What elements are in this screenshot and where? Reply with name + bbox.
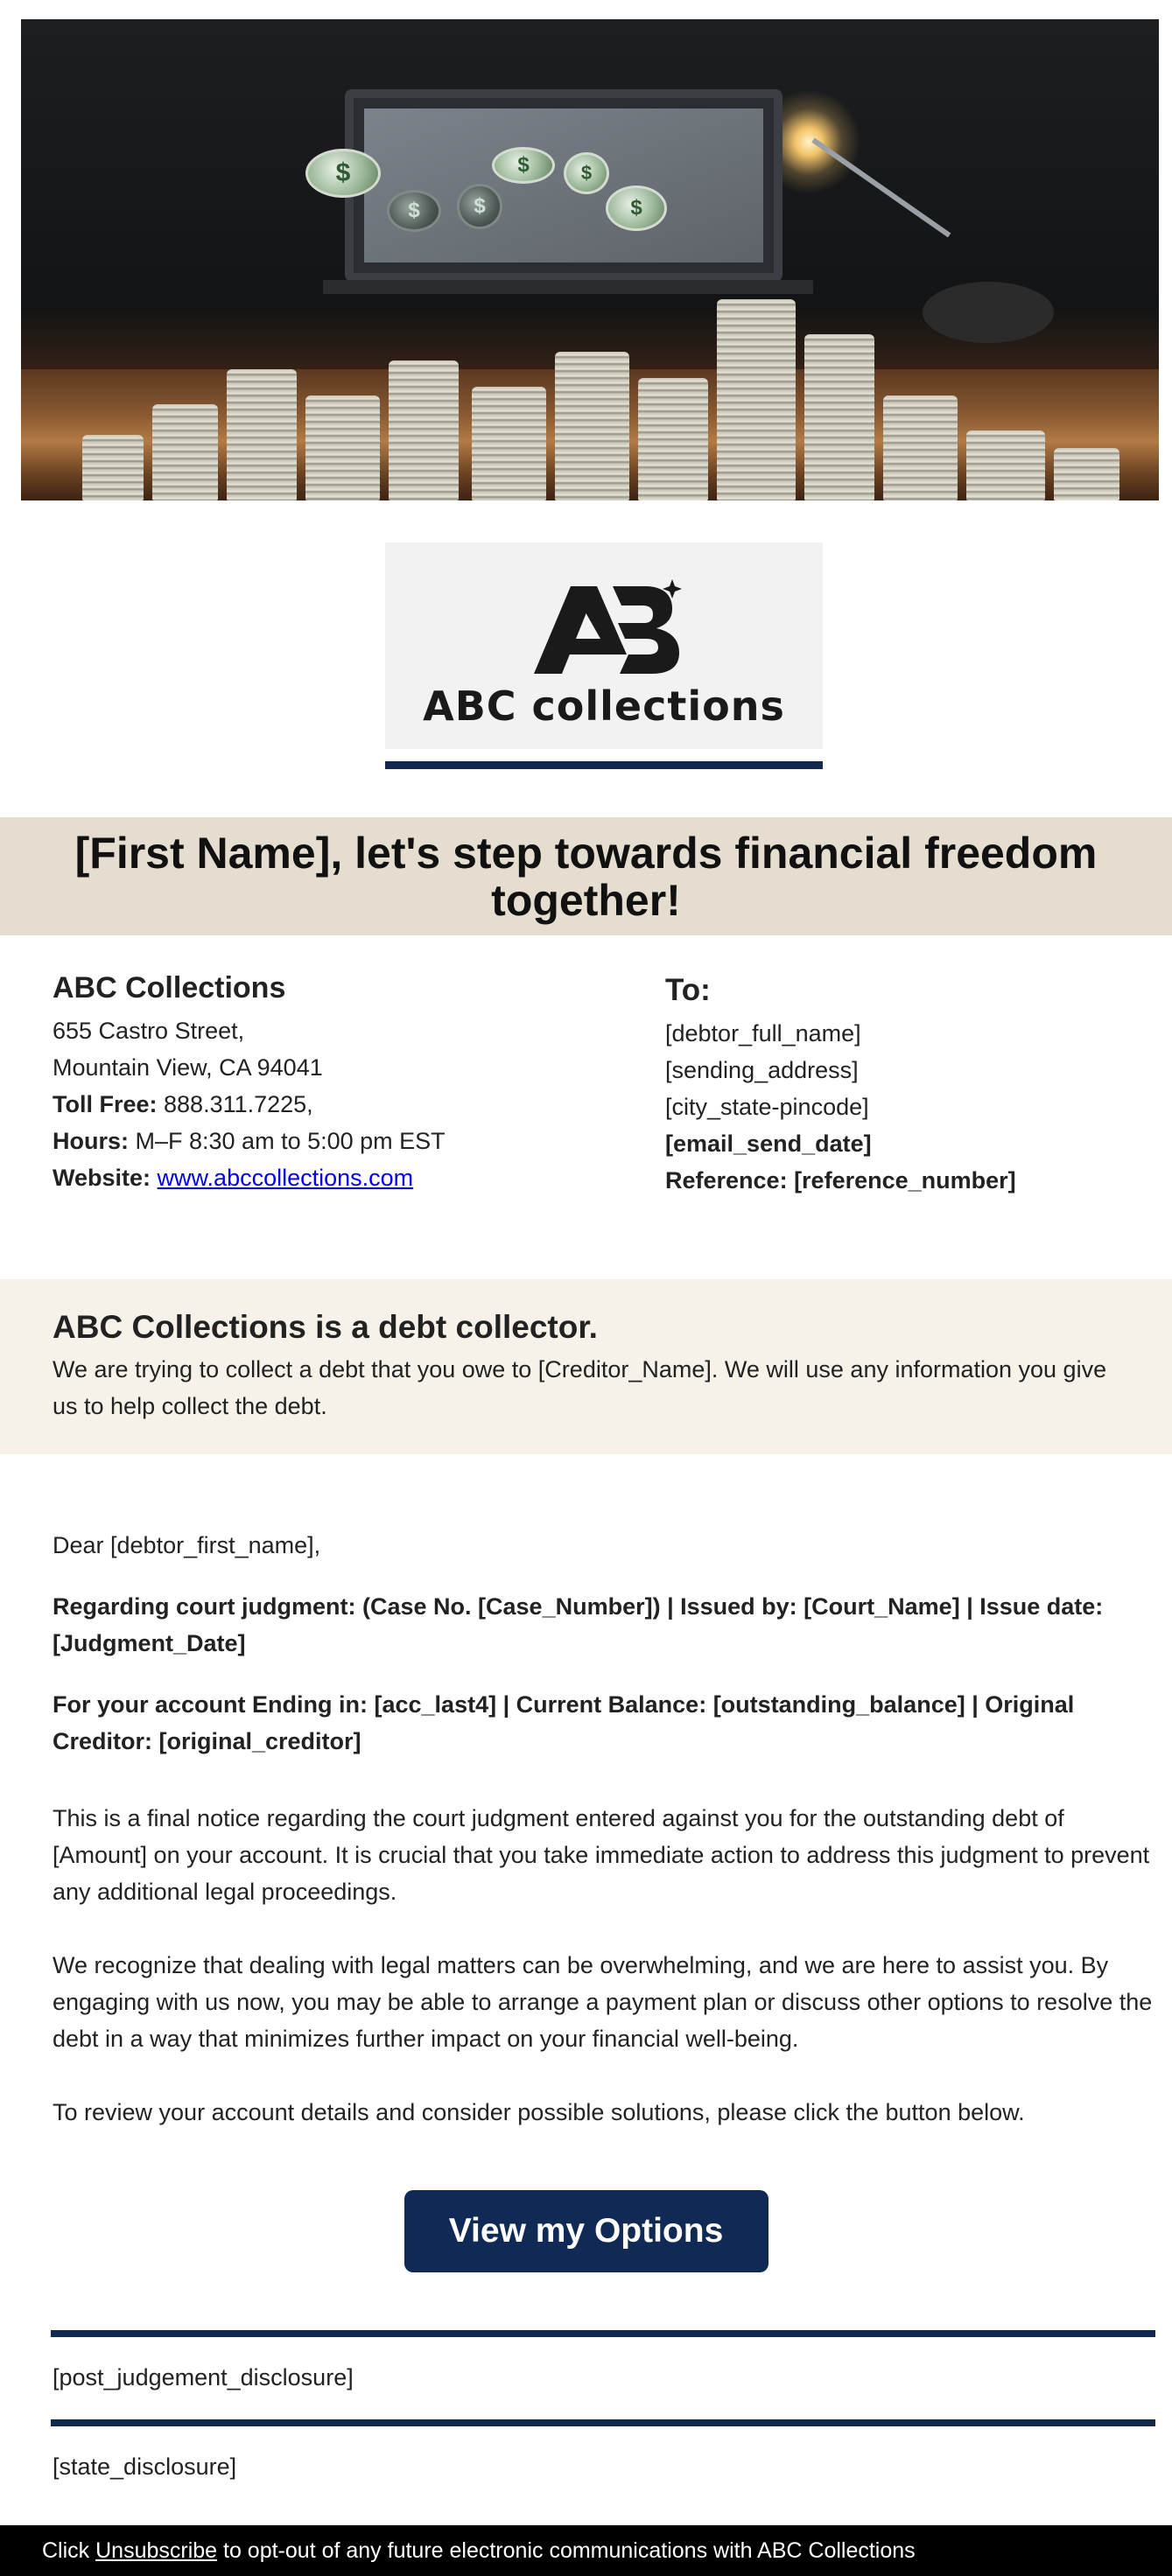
website-link[interactable]: www.abccollections.com [157, 1165, 414, 1191]
company-logo [385, 542, 823, 749]
toll-free-number: 888.311.7225, [157, 1091, 313, 1117]
recipient-city-state: [city_state-pincode] [665, 1094, 869, 1120]
footer-prefix: Click [42, 2538, 96, 2563]
judgment-details: Regarding court judgment: (Case No. [Case_Number]) | Issued by: [Court_Name] | Issue date: [Judgment_Date] [53, 1593, 1104, 1656]
account-details: For your account Ending in: [acc_last4] | Current Balance: [outstanding_balance] | Original Creditor: [original_creditor] [53, 1691, 1075, 1754]
wooden-table [21, 369, 1159, 500]
laptop-screen [345, 89, 783, 282]
recipient-name: [debtor_full_name] [665, 1020, 861, 1046]
greeting: Dear [debtor_first_name], [53, 1532, 321, 1558]
view-options-button[interactable]: View my Options [404, 2190, 768, 2272]
final-notice-paragraph: This is a final notice regarding the court judgment entered against you for the outstanding debt of [Amount] on your account. It is crucial that you take immediate action to address this judgment to prevent any additional legal proceedings. [53, 1805, 1150, 1905]
hours-label: Hours: [53, 1128, 129, 1154]
sender-name: ABC Collections [53, 971, 286, 1004]
post-judgement-disclosure: [post_judgement_disclosure] [53, 2364, 354, 2390]
to-label: To: [665, 973, 711, 1007]
cta-container [0, 2190, 1172, 2272]
debt-collector-notice [0, 1279, 1172, 1454]
dollar-coin-icon: $ [305, 149, 381, 198]
toll-free-label: Toll Free: [53, 1091, 158, 1117]
state-disclosure: [state_disclosure] [53, 2454, 237, 2480]
headline-banner [0, 817, 1172, 935]
logo-divider [385, 761, 823, 769]
sender-website [53, 1159, 595, 1196]
logo-wordmark: ABC collections [423, 682, 785, 730]
unsubscribe-footer [0, 2525, 1172, 2576]
dollar-coin-icon: $ [606, 186, 667, 231]
hero-image [21, 19, 1159, 500]
dollar-coin-icon: $ [564, 152, 609, 194]
disclosure-divider-top [51, 2330, 1155, 2337]
sender-street: 655 Castro Street, [53, 1018, 245, 1044]
sender-toll-free [53, 1086, 595, 1123]
recipient-address-block [665, 973, 1155, 1199]
footer-suffix: to opt-out of any future electronic communications with ABC Collections [217, 2538, 916, 2563]
notice-text: We are trying to collect a debt that you owe to [Creditor_Name]. We will use any information you give us to help collect the debt. [53, 1356, 1107, 1419]
lamp-base [923, 282, 1054, 343]
send-date: [email_send_date] [665, 1130, 872, 1157]
ab-logo-icon [516, 578, 691, 682]
reference-number: Reference: [reference_number] [665, 1167, 1016, 1194]
assistance-paragraph: We recognize that dealing with legal matters can be overwhelming, and we are here to assist you. By engaging with us now, you may be able to arrange a payment plan or discuss other options to resolve the debt in a way that minimizes further impact on your financial well-being. [53, 1952, 1153, 2052]
unsubscribe-link[interactable]: Unsubscribe [95, 2538, 218, 2563]
dollar-coin-icon: $ [387, 190, 441, 232]
laptop-base [323, 280, 813, 294]
sender-city: Mountain View, CA 94041 [53, 1054, 323, 1081]
headline-title: [First Name], let's step towards financial freedom together! [74, 828, 1098, 925]
dollar-coin-icon: $ [457, 184, 502, 229]
letter-body [53, 1527, 1155, 2131]
hours-value: M–F 8:30 am to 5:00 pm EST [129, 1128, 446, 1154]
recipient-address: [sending_address] [665, 1057, 859, 1083]
sender-hours [53, 1123, 595, 1159]
notice-title: ABC Collections is a debt collector. [53, 1309, 598, 1345]
disclosure-divider-middle [51, 2419, 1155, 2426]
dollar-coin-icon: $ [492, 147, 555, 184]
sender-address-block [53, 971, 595, 1196]
website-label: Website: [53, 1165, 151, 1191]
review-paragraph: To review your account details and consider possible solutions, please click the button below. [53, 2099, 1025, 2125]
